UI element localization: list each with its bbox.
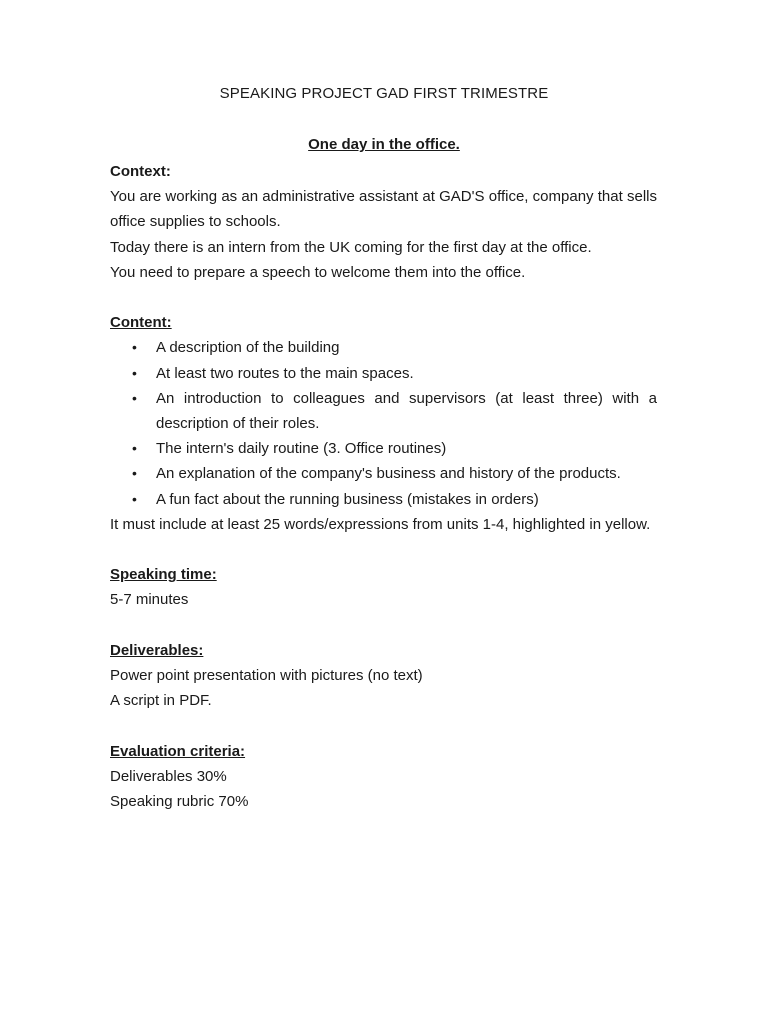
- bullet-icon: •: [132, 389, 137, 406]
- content-bullet-list: [110, 335, 657, 511]
- bullet-icon: •: [132, 339, 137, 356]
- context-heading: Context:: [110, 163, 171, 180]
- spacer: [110, 713, 657, 738]
- list-item-text: The intern's daily routine (3. Office routines): [156, 440, 447, 458]
- spacer: [110, 613, 657, 638]
- document-title: SPEAKING PROJECT GAD FIRST TRIMESTRE: [219, 85, 549, 102]
- list-item-text: A fun fact about the running business (mistakes in orders): [156, 490, 539, 508]
- document-subtitle: One day in the office.: [308, 136, 460, 153]
- list-item: [110, 461, 657, 486]
- spacer: [110, 285, 657, 310]
- evaluation-heading: Evaluation criteria:: [110, 742, 246, 760]
- bullet-icon: •: [132, 465, 137, 482]
- context-paragraph: You need to prepare a speech to welcome them into the office.: [110, 263, 526, 281]
- deliverables-heading: Deliverables:: [110, 641, 204, 659]
- list-item: [110, 386, 657, 436]
- context-paragraph: You are working as an administrative assistant at GAD'S office, company that sells office supplies to schools.: [110, 188, 657, 231]
- evaluation-item: Speaking rubric 70%: [110, 793, 249, 811]
- list-item: [110, 487, 657, 512]
- list-item-text: An explanation of the company's business and history of the products.: [156, 465, 621, 483]
- list-item: [110, 436, 657, 461]
- list-item-text: An introduction to colleagues and supervisors (at least three) with a description of their roles.: [156, 389, 657, 433]
- bullet-icon: •: [132, 440, 137, 457]
- list-item: [110, 335, 657, 360]
- content-note: It must include at least 25 words/expressions from units 1-4, highlighted in yellow.: [110, 515, 651, 533]
- spacer: [110, 537, 657, 562]
- bullet-icon: •: [132, 490, 137, 507]
- evaluation-item: Deliverables 30%: [110, 767, 227, 785]
- content-heading: Content:: [110, 314, 172, 332]
- deliverables-item: Power point presentation with pictures (no text): [110, 667, 423, 685]
- list-item-text: At least two routes to the main spaces.: [156, 364, 414, 382]
- document-body: [110, 159, 657, 814]
- deliverables-item: A script in PDF.: [110, 692, 212, 710]
- speaking-time-heading: Speaking time:: [110, 566, 217, 584]
- list-item: [110, 361, 657, 386]
- list-item-text: A description of the building: [156, 339, 340, 357]
- speaking-time-value: 5-7 minutes: [110, 591, 189, 609]
- context-paragraph: Today there is an intern from the UK coming for the first day at the office.: [110, 238, 592, 256]
- bullet-icon: •: [132, 364, 137, 381]
